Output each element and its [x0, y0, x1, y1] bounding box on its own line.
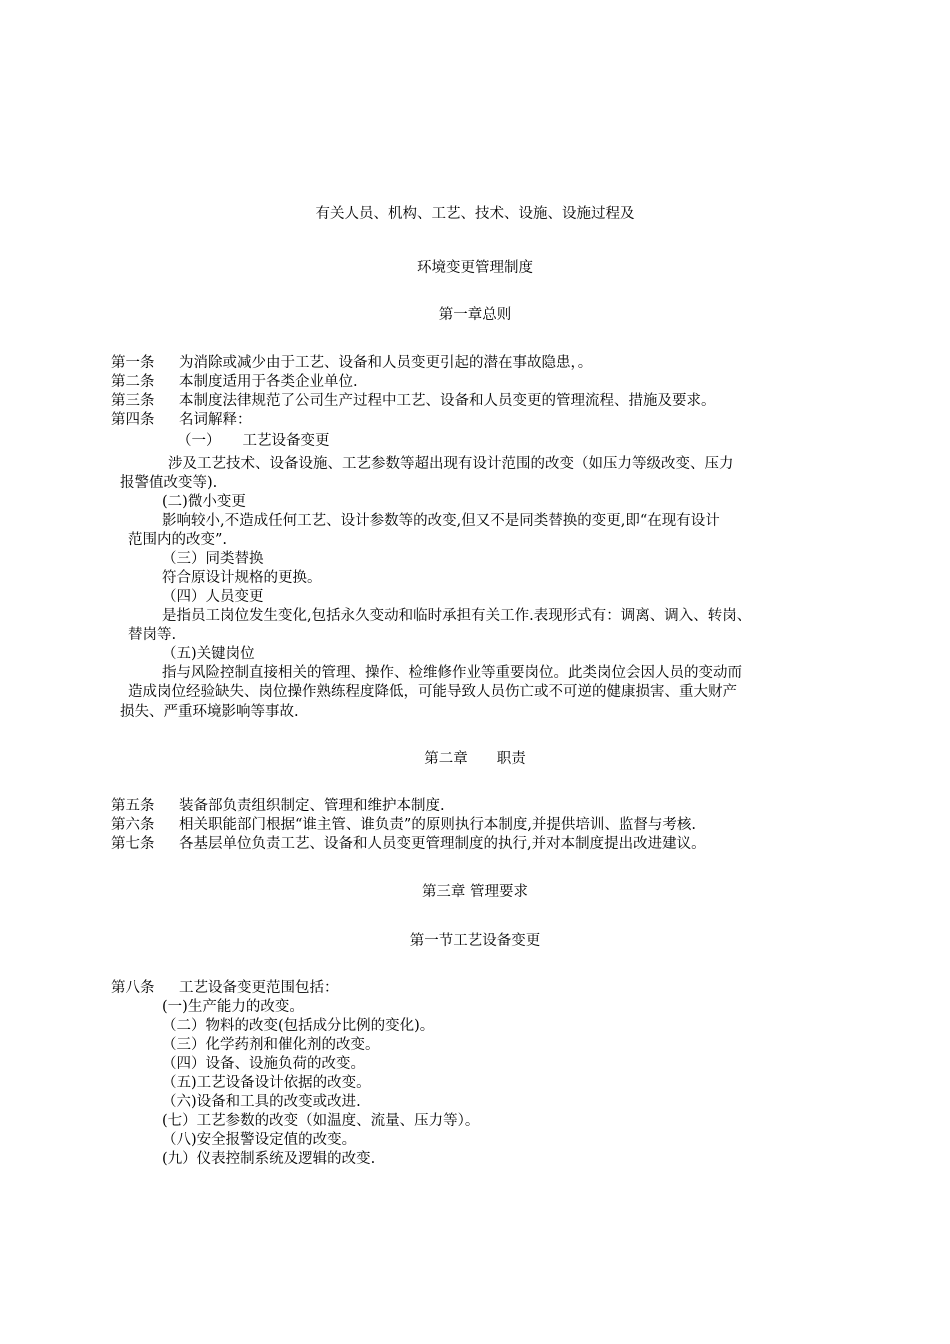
- article-number: 第一条: [111, 355, 155, 371]
- term-5-desc-line1: 指与风险控制直接相关的管理、操作、检维修作业等重要岗位。此类岗位会因人员的变动而: [162, 665, 742, 681]
- term-1-desc-line2: 报警值改变等).: [120, 475, 218, 491]
- term-3-desc-line1: 符合原设计规格的更换。: [162, 570, 322, 586]
- term-1-title: [177, 432, 330, 452]
- section1-heading: 第一节工艺设备变更: [409, 933, 541, 949]
- article-number: 第五条: [111, 798, 155, 814]
- term-5-title: （五)关键岗位: [162, 646, 255, 662]
- article-text: 工艺设备变更范围包括：: [179, 980, 339, 996]
- term-title: 工艺设备变更: [242, 433, 330, 449]
- article-text: 本制度法律规范了公司生产过程中工艺、设备和人员变更的管理流程、措施及要求。: [179, 393, 716, 409]
- term-label: （一）: [177, 433, 221, 449]
- list-item: （五)工艺设备设计依据的改变。: [162, 1075, 371, 1091]
- list-item: (九）仪表控制系统及逻辑的改变.: [162, 1151, 376, 1167]
- article-text: 名词解释：: [179, 412, 252, 428]
- article-number: 第七条: [111, 836, 155, 852]
- article-text: 为消除或减少由于工艺、设备和人员变更引起的潜在事故隐患，。: [179, 355, 593, 371]
- term-2-desc-line1: 影响较小,不造成任何工艺、设计参数等的改变,但又不是同类替换的变更,即“在现有设计: [162, 513, 720, 529]
- document-title-line1: 有关人员、机构、工艺、技术、设施、设施过程及: [315, 206, 635, 222]
- term-5-desc-line3: 损失、严重环境影响等事故.: [120, 704, 299, 720]
- term-3-title: （三）同类替换: [162, 551, 264, 567]
- term-2-desc-line2: 范围内的改变”.: [128, 532, 228, 548]
- term-4-title: （四）人员变更: [162, 589, 264, 605]
- article-number: 第二条: [111, 374, 155, 390]
- article-text: 各基层单位负责工艺、设备和人员变更管理制度的执行,并对本制度提出改进建议。: [179, 836, 706, 852]
- term-4-desc-line1: 是指员工岗位发生变化,包括永久变动和临时承担有关工作.表现形式有：调离、调入、转岗、: [162, 608, 752, 624]
- article-number: 第六条: [111, 817, 155, 833]
- list-item: (一)生产能力的改变。: [162, 999, 304, 1015]
- list-item: （六)设备和工具的改变或改进.: [162, 1094, 361, 1110]
- chapter1-heading: 第一章总则: [438, 307, 512, 323]
- article-text: 相关职能部门根据“谁主管、谁负责”的原则执行本制度,并提供培训、监督与考核.: [179, 817, 697, 833]
- term-1-desc-line1: 涉及工艺技术、设备设施、工艺参数等超出现有设计范围的改变（如压力等级改变、压力: [168, 456, 734, 472]
- article-5: [111, 797, 445, 817]
- article-8: [111, 979, 339, 999]
- article-6: [111, 816, 696, 836]
- document-title-line2: 环境变更管理制度: [417, 260, 533, 276]
- term-2-title: (二)微小变更: [162, 494, 246, 510]
- term-5-desc-line2: 造成岗位经验缺失、岗位操作熟练程度降低，可能导致人员伤亡或不可逆的健康损害、重大财产: [128, 684, 737, 700]
- list-item: （二）物料的改变(包括成分比例的变化)。: [162, 1018, 435, 1034]
- article-1: [111, 354, 592, 374]
- article-text: 本制度适用于各类企业单位.: [179, 374, 358, 390]
- term-4-desc-line2: 替岗等.: [128, 627, 177, 643]
- article-text: 装备部负责组织制定、管理和维护本制度.: [179, 798, 445, 814]
- article-4: [111, 411, 252, 431]
- list-item: （八)安全报警设定值的改变。: [162, 1132, 357, 1148]
- article-2: [111, 373, 358, 393]
- article-number: 第四条: [111, 412, 155, 428]
- article-number: 第八条: [111, 980, 155, 996]
- list-item: （三）化学药剂和催化剂的改变。: [162, 1037, 380, 1053]
- chapter2-heading: 第二章 职责: [424, 751, 526, 767]
- article-7: [111, 835, 706, 855]
- article-3: [111, 392, 716, 412]
- chapter3-heading: 第三章 管理要求: [421, 884, 529, 900]
- list-item: (七）工艺参数的改变（如温度、流量、压力等）。: [162, 1113, 480, 1129]
- list-item: （四）设备、设施负荷的改变。: [162, 1056, 365, 1072]
- article-number: 第三条: [111, 393, 155, 409]
